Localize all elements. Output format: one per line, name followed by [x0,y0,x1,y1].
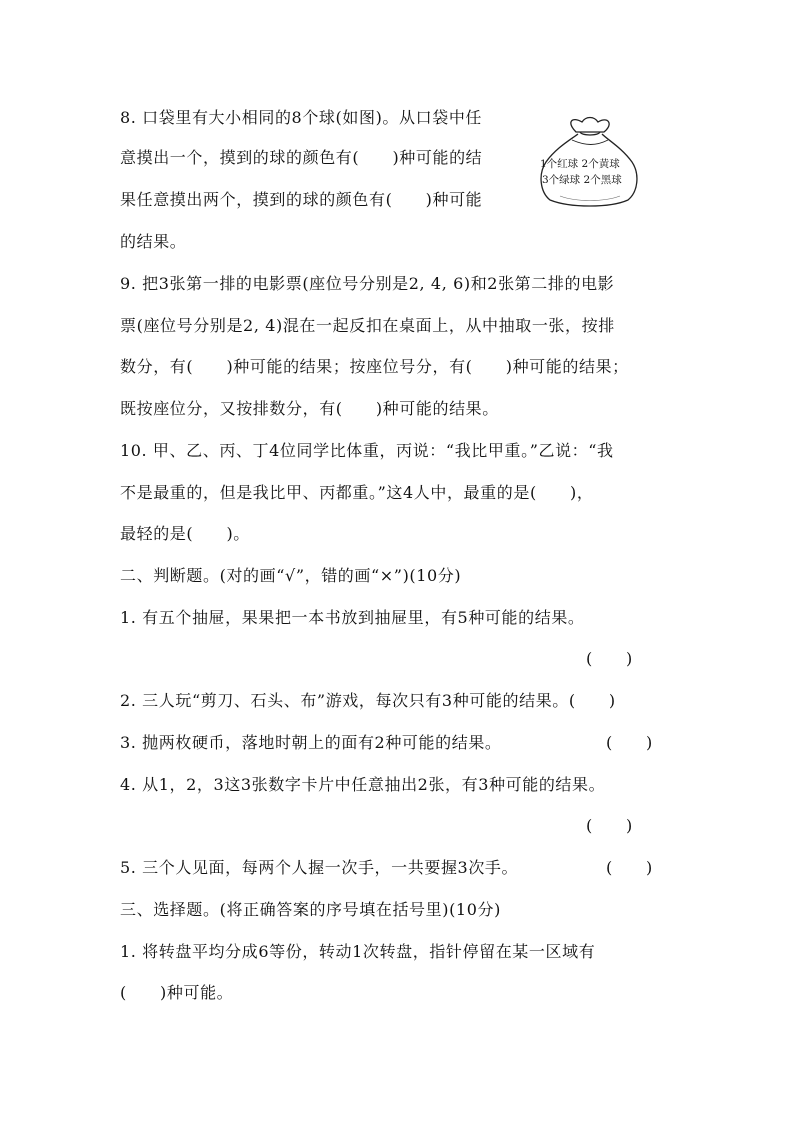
q10-line-1: 10. 甲、乙、丙、丁4位同学比体重，丙说：“我比甲重。”乙说：“我 [120,441,614,460]
judge-3-text: 3. 抛两枚硬币，落地时朝上的面有2种可能的结果。 [120,733,502,752]
q8-line-2: 意摸出一个，摸到的球的颜色有( )种可能的结 [120,148,483,167]
choice-1-line-1: 1. 将转盘平均分成6等份，转动1次转盘，指针停留在某一区域有 [120,942,596,961]
q8-line-1: 8. 口袋里有大小相同的8个球(如图)。从口袋中任 [120,108,483,127]
q10-line-3: 最轻的是( )。 [120,524,250,543]
bag-label-green-black: 3个绿球 2个黑球 [542,174,622,186]
judge-5-answer-blank: ( ) [606,858,653,877]
section-2-heading: 二、判断题。(对的画“√”，错的画“×”)(10分) [120,566,462,585]
judge-5-text: 5. 三个人见面，每两个人握一次手，一共要握3次手。 [120,858,519,877]
q9-line-3: 数分，有( )种可能的结果；按座位号分，有( )种可能的结果； [120,357,629,376]
q9-line-4: 既按座位分，又按排数分，有( )种可能的结果。 [120,399,499,418]
judge-1-answer-blank: ( ) [586,649,633,668]
choice-1-line-2: ( )种可能。 [120,983,234,1002]
q9-line-1: 9. 把3张第一排的电影票(座位号分别是2, 4, 6)和2张第二排的电影 [120,274,615,293]
section-3-heading: 三、选择题。(将正确答案的序号填在括号里)(10分) [120,900,501,919]
judge-3-answer-blank: ( ) [606,733,653,752]
judge-4-answer-blank: ( ) [586,816,633,835]
q10-line-2: 不是最重的，但是我比甲、丙都重。”这4人中，最重的是( )， [120,483,594,502]
bag-label-red-yellow: 1个红球 2个黄球 [540,158,620,170]
q8-line-4: 的结果。 [120,232,187,251]
judge-4-text: 4. 从1，2，3这3张数字卡片中任意抽出2张，有3种可能的结果。 [120,775,606,794]
q8-line-3: 果任意摸出两个，摸到的球的颜色有( )种可能 [120,190,483,209]
judge-2-text: 2. 三人玩“剪刀、石头、布”游戏，每次只有3种可能的结果。( ) [120,691,616,710]
judge-1-text: 1. 有五个抽屉，果果把一本书放到抽屉里，有5种可能的结果。 [120,608,585,627]
ball-bag-figure [536,112,642,208]
q9-line-2: 票(座位号分别是2, 4)混在一起反扣在桌面上，从中抽取一张，按排 [120,316,615,335]
